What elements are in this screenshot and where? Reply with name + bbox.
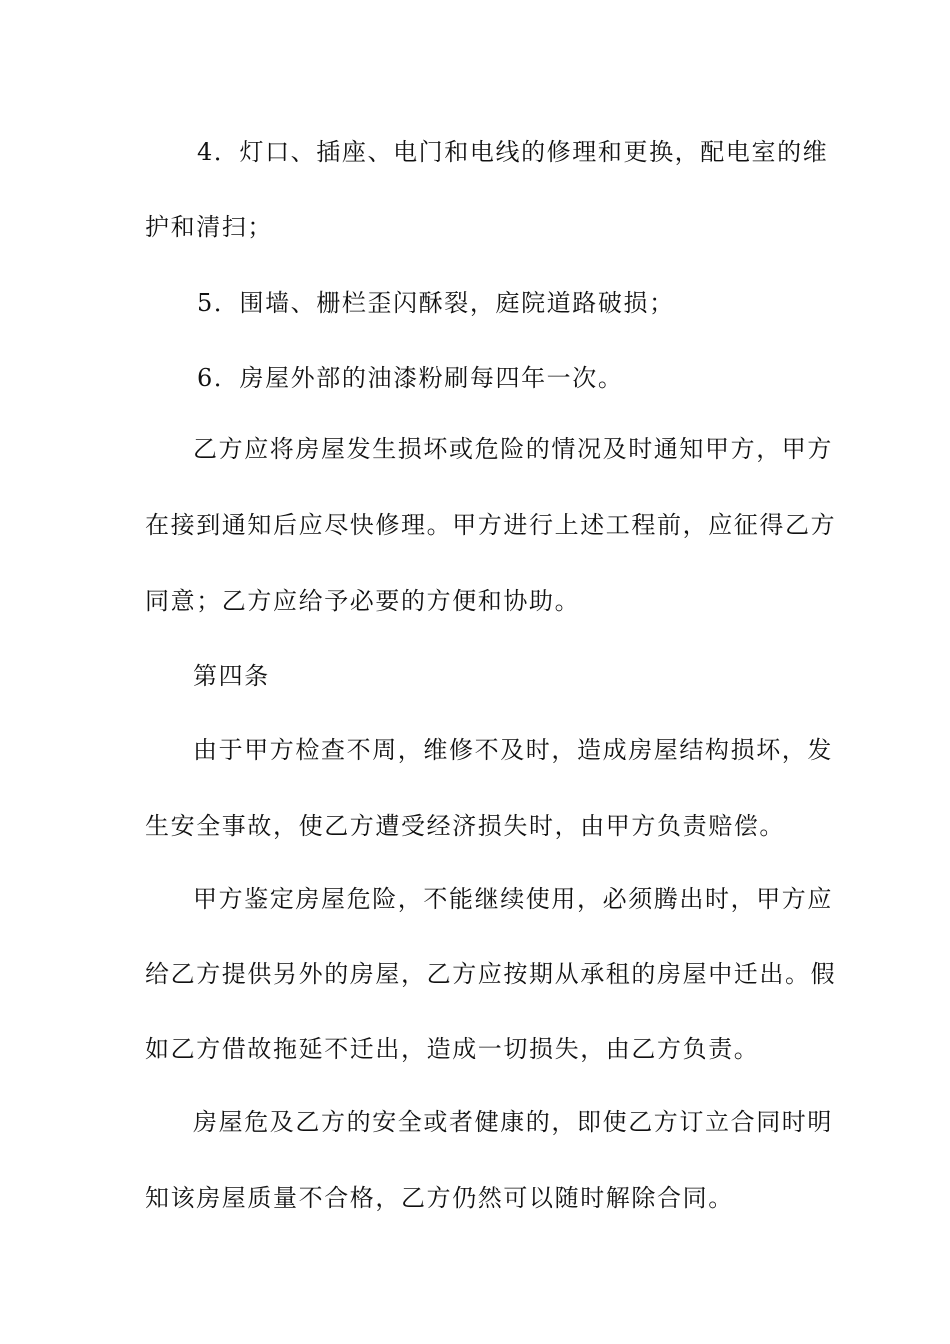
paragraph-line-liability-2: 生安全事故，使乙方遭受经济损失时，由甲方负责赔偿。	[145, 812, 785, 840]
paragraph-line-safety-1: 房屋危及乙方的安全或者健康的，即使乙方订立合同时明	[193, 1108, 833, 1136]
paragraph-line-item-4: 4．灯口、插座、电门和电线的修理和更换，配电室的维	[197, 138, 829, 166]
paragraph-line-danger-2: 给乙方提供另外的房屋，乙方应按期从承租的房屋中迁出。假	[145, 960, 837, 988]
paragraph-line-item-5: 5．围墙、栅栏歪闪酥裂，庭院道路破损；	[197, 289, 675, 317]
article-heading: 第四条	[193, 662, 270, 690]
paragraph-line-item-6: 6．房屋外部的油漆粉刷每四年一次。	[197, 364, 624, 392]
paragraph-line-notice-3: 同意；乙方应给予必要的方便和协助。	[145, 587, 581, 615]
paragraph-line-notice-2: 在接到通知后应尽快修理。甲方进行上述工程前，应征得乙方	[145, 511, 837, 539]
paragraph-line-item-4-cont: 护和清扫；	[145, 213, 273, 241]
paragraph-line-liability-1: 由于甲方检查不周，维修不及时，造成房屋结构损坏，发	[193, 736, 833, 764]
paragraph-line-notice-1: 乙方应将房屋发生损坏或危险的情况及时通知甲方，甲方	[193, 435, 833, 463]
paragraph-line-safety-2: 知该房屋质量不合格，乙方仍然可以随时解除合同。	[145, 1184, 734, 1212]
paragraph-line-danger-3: 如乙方借故拖延不迁出，造成一切损失，由乙方负责。	[145, 1035, 760, 1063]
paragraph-line-danger-1: 甲方鉴定房屋危险，不能继续使用，必须腾出时，甲方应	[193, 885, 833, 913]
